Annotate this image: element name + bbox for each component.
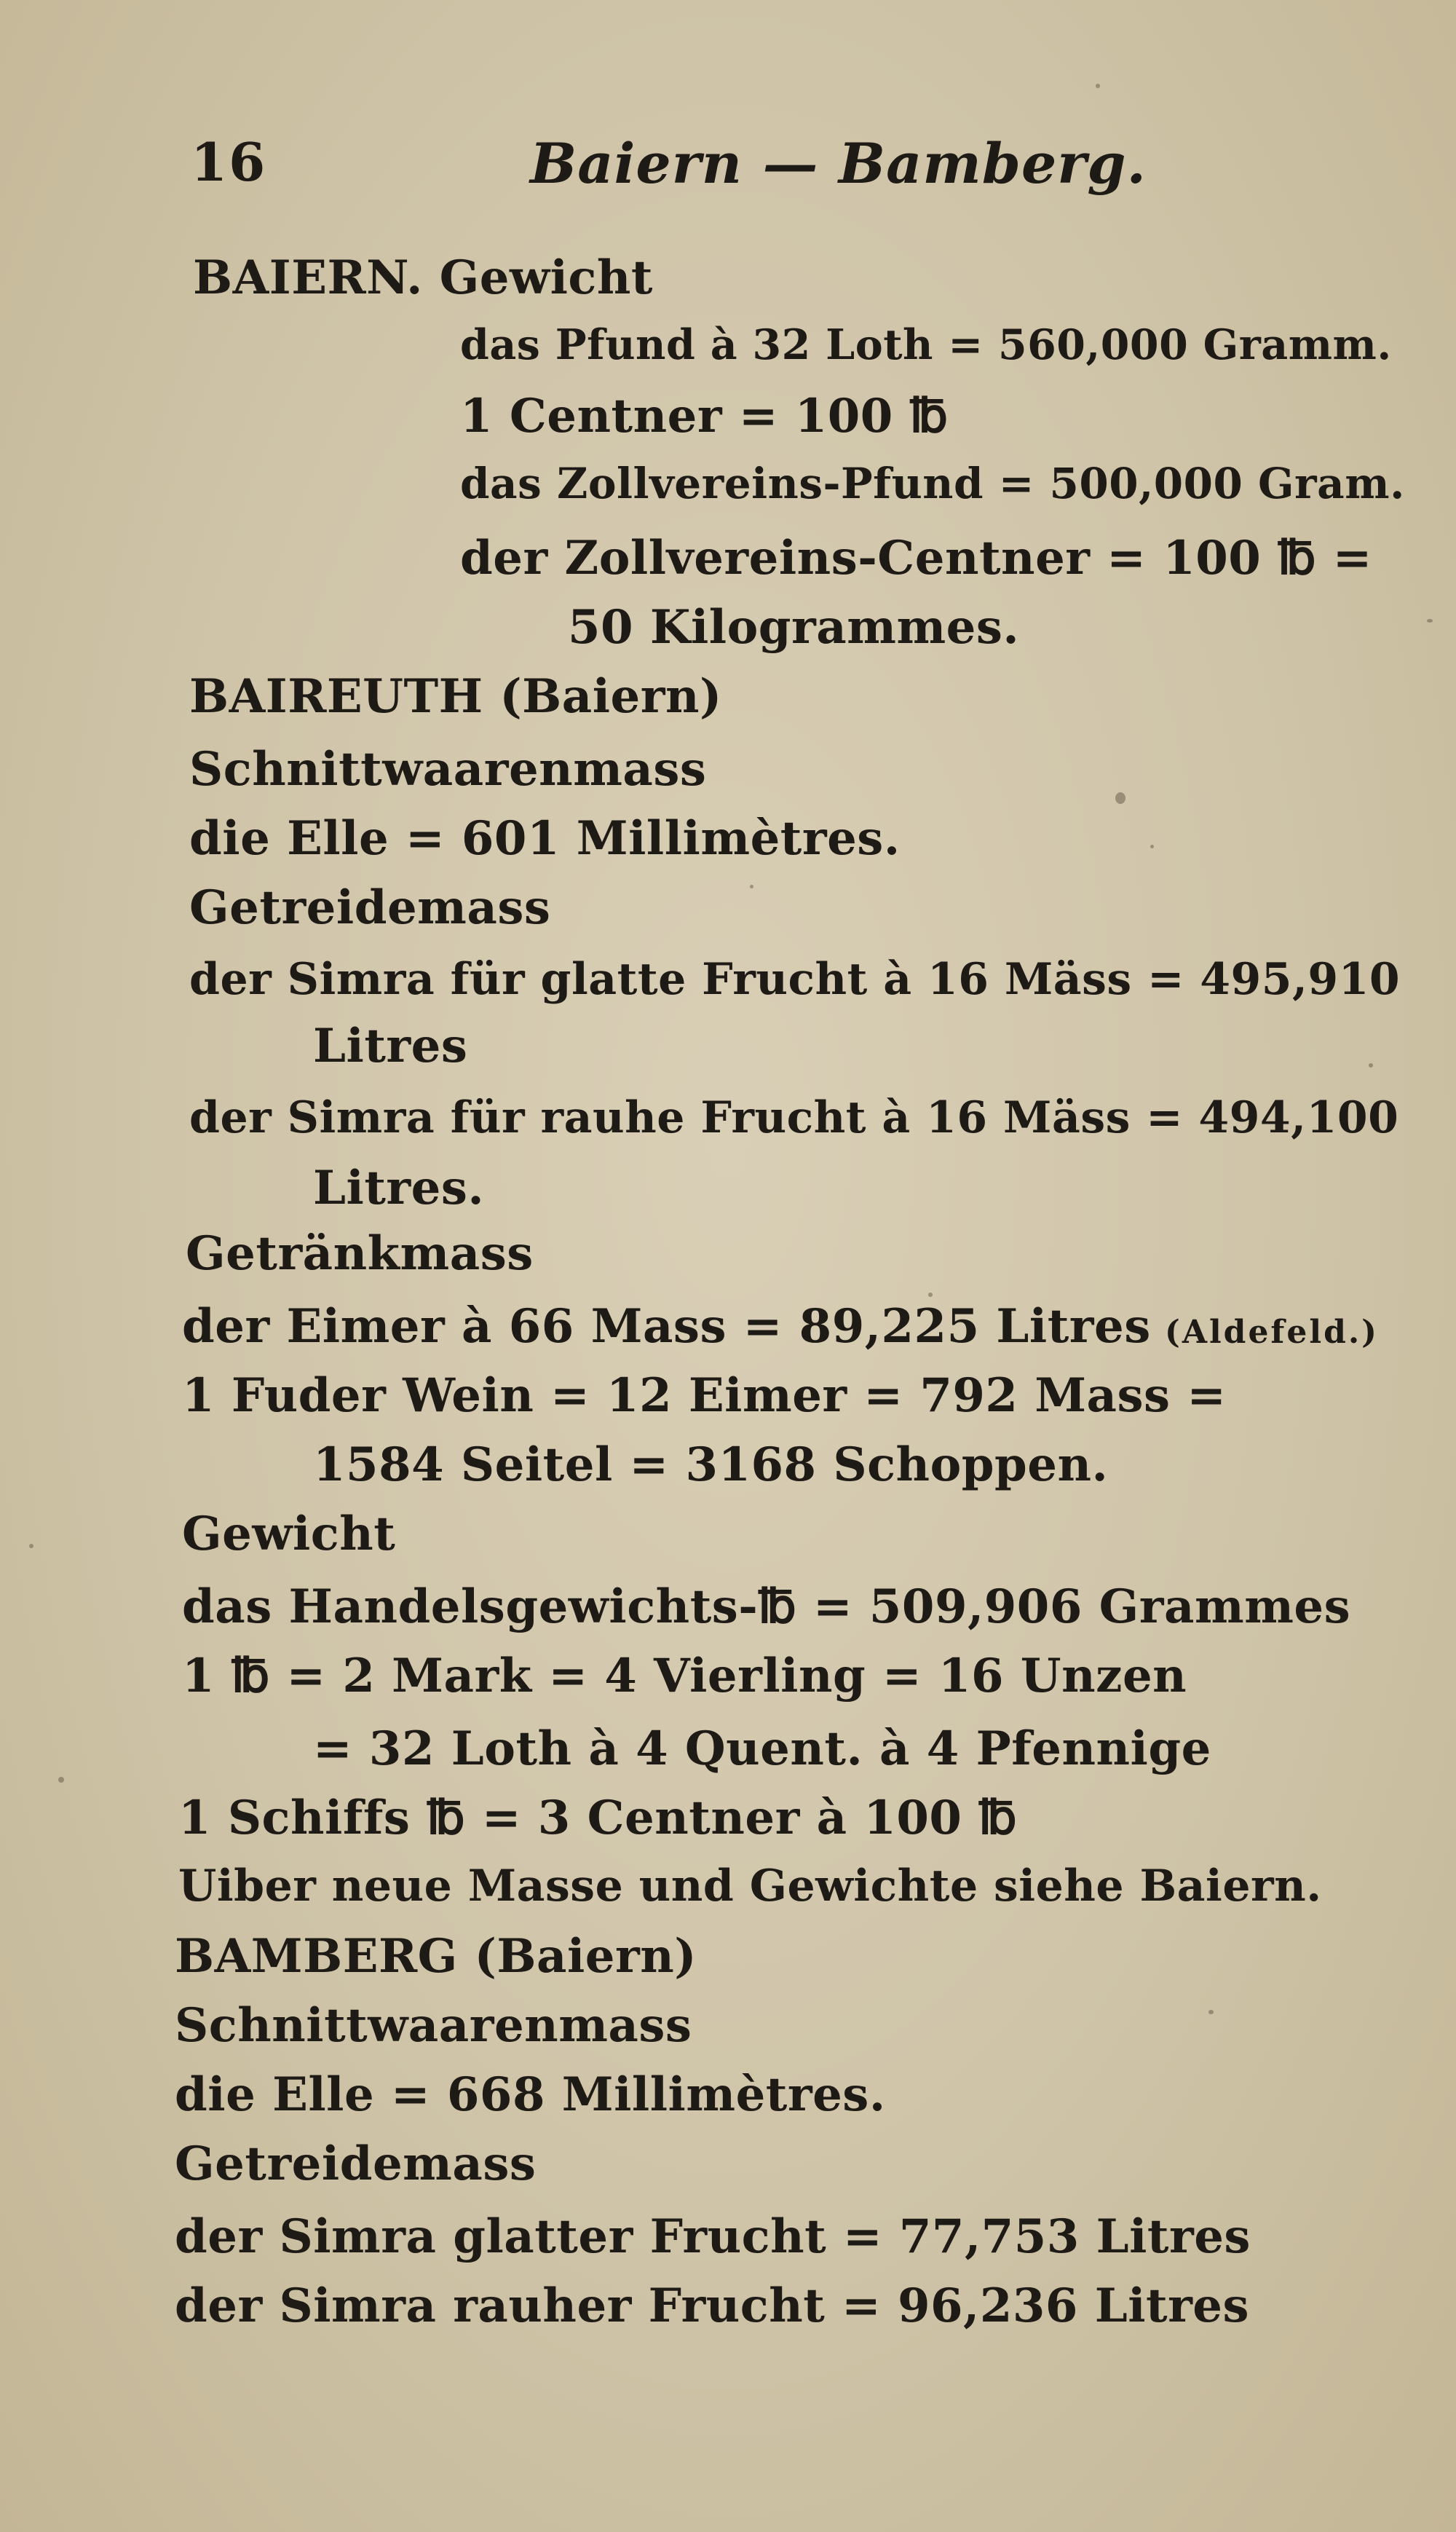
text-line: Getreidemass: [189, 880, 551, 935]
running-title: Baiern — Bamberg.: [530, 131, 1147, 196]
text-line: = 32 Loth à 4 Quent. à 4 Pfennige: [313, 1721, 1211, 1776]
text-line: die Elle = 668 Millimètres.: [175, 2067, 886, 2122]
source-note: (Aldefeld.): [1165, 1314, 1379, 1351]
text-line: 1 Centner = 100 ℔: [460, 389, 949, 443]
text-line: Getreidemass: [175, 2137, 537, 2191]
text-line: BAIREUTH (Baiern): [189, 669, 722, 724]
text-line: das Handelsgewichts-℔ = 509,906 Grammes: [182, 1579, 1351, 1634]
text-line: BAIERN. Gewicht: [193, 251, 653, 305]
text-line: Getränkmass: [186, 1226, 534, 1281]
text-line: 1 Schiffs ℔ = 3 Centner à 100 ℔: [178, 1791, 1018, 1845]
text-line: der Simra für glatte Frucht à 16 Mäss = 495,910: [189, 954, 1401, 1005]
text-line: der Simra glatter Frucht = 77,753 Litres: [175, 2209, 1251, 2264]
text-line: 1 Fuder Wein = 12 Eimer = 792 Mass =: [182, 1368, 1227, 1423]
text-line: Gewicht: [182, 1507, 396, 1561]
text-line: 1 ℔ = 2 Mark = 4 Vierling = 16 Unzen: [182, 1649, 1187, 1703]
text-line: Litres.: [313, 1161, 485, 1215]
text-line: Schnittwaarenmass: [175, 1998, 692, 2053]
text-line: der Eimer à 66 Mass = 89,225 Litres: [182, 1299, 1151, 1354]
page-header: [0, 131, 1456, 211]
text-line: das Pfund à 32 Loth = 560,000 Gramm.: [460, 320, 1392, 369]
text-line: 50 Kilogrammes.: [568, 600, 1020, 655]
text-line: die Elle = 601 Millimètres.: [189, 811, 901, 866]
text-line: Uiber neue Masse und Gewichte siehe Baiern.: [178, 1861, 1322, 1912]
text-line: BAMBERG (Baiern): [175, 1929, 697, 1984]
text-line: das Zollvereins-Pfund = 500,000 Gram.: [460, 459, 1405, 508]
text-line: der Zollvereins-Centner = 100 ℔ =: [460, 531, 1372, 585]
text-line: Litres: [313, 1019, 468, 1073]
text-line: der Simra rauher Frucht = 96,236 Litres: [175, 2279, 1250, 2333]
page-number: 16: [191, 131, 267, 193]
text-line: Schnittwaarenmass: [189, 742, 707, 797]
text-line: der Simra für rauhe Frucht à 16 Mäss = 494,100: [189, 1092, 1399, 1143]
text-line: 1584 Seitel = 3168 Schoppen.: [313, 1437, 1109, 1492]
